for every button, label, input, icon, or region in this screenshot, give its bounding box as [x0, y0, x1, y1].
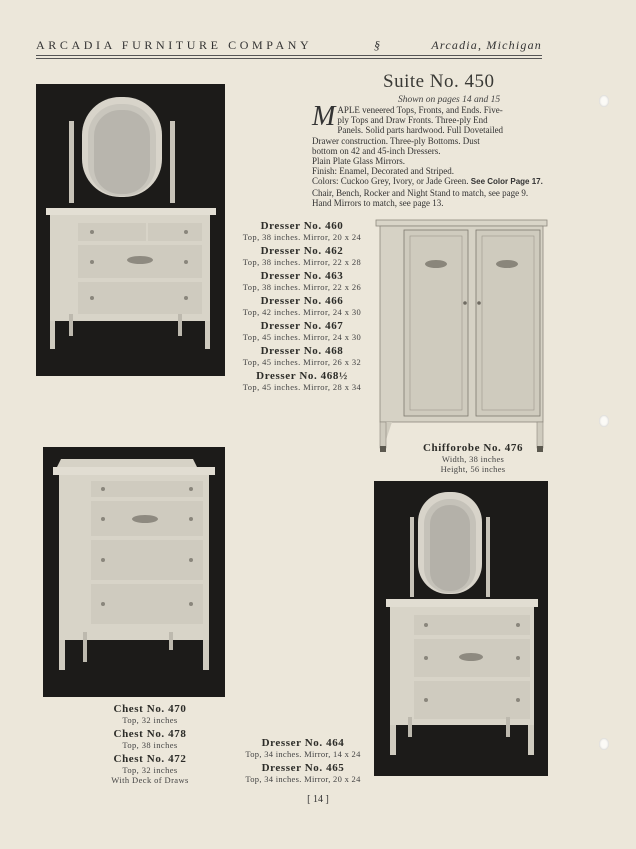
- description-line: bottom on 42 and 45-inch Dressers.: [312, 145, 441, 156]
- dresser-spec: Top, 42 inches. Mirror, 24 x 30: [242, 307, 362, 317]
- header-rule: [36, 55, 542, 56]
- list-item: [228, 737, 378, 759]
- chest-extra: With Deck of Draws: [111, 775, 189, 785]
- list-item: [80, 703, 220, 725]
- dresser-name: Dresser No. 464: [261, 737, 345, 749]
- suite-title: Suite No. 450: [383, 71, 495, 92]
- dresser-spec: Top, 45 inches. Mirror, 28 x 34: [242, 382, 362, 392]
- list-item: [80, 753, 220, 785]
- section-mark: §: [374, 38, 380, 52]
- chest-name: Chest No. 472: [113, 753, 187, 765]
- chifforobe-height: Height, 56 inches: [440, 464, 506, 474]
- page-header: [36, 38, 542, 56]
- chair-note: Chair, Bench, Rocker and Night Stand to match, see page 9.: [312, 187, 529, 198]
- binder-hole: [599, 738, 609, 750]
- chest-name: Chest No. 478: [113, 728, 187, 740]
- list-item: [80, 728, 220, 750]
- dresser-photo: [36, 84, 225, 376]
- dresser-spec: Top, 38 inches. Mirror, 22 x 28: [242, 257, 362, 267]
- list-item: [232, 245, 372, 267]
- suite-subtitle: Shown on pages 14 and 15: [398, 95, 501, 105]
- dresser-spec: Top, 38 inches. Mirror, 20 x 24: [242, 232, 362, 242]
- chest-spec: Top, 32 inches: [122, 715, 178, 725]
- list-item: [228, 762, 378, 784]
- chest-spec: Top, 38 inches: [122, 740, 178, 750]
- mirrors-note: Hand Mirrors to match, see page 13.: [312, 197, 444, 208]
- color-page-link: See Color Page 17.: [470, 177, 543, 187]
- dresser-spec: Top, 38 inches. Mirror, 22 x 26: [242, 282, 362, 292]
- company-name: ARCADIA FURNITURE COMPANY: [36, 38, 313, 52]
- description-line: APLE veneered Tops, Fronts, and Ends. Five-: [337, 105, 503, 115]
- colors-note: [312, 176, 544, 187]
- dresser-spec: Top, 45 inches. Mirror, 24 x 30: [242, 332, 362, 342]
- dresser-name: Dresser No. 468½: [256, 370, 348, 382]
- dresser-name: Dresser No. 465: [261, 762, 345, 774]
- dresser-name: Dresser No. 468: [260, 345, 344, 357]
- dresser-spec: Top, 34 inches. Mirror, 20 x 24: [245, 774, 361, 784]
- chifforobe-width: Width, 38 inches: [441, 454, 505, 464]
- glass-note: Plain Plate Glass Mirrors.: [312, 156, 405, 167]
- finish-note: Finish: Enamel, Decorated and Striped.: [312, 166, 454, 177]
- page-number: [ 14 ]: [307, 794, 329, 805]
- chifforobe-photo: [374, 218, 549, 456]
- dresser-spec: Top, 34 inches. Mirror, 14 x 24: [245, 749, 361, 759]
- description-line: ply Tops and Draw Fronts. Three-ply End: [337, 115, 488, 126]
- binder-hole: [599, 95, 609, 107]
- description-line: Drawer construction. Three-ply Bottoms. Dust: [312, 135, 480, 146]
- chifforobe-caption: [408, 442, 538, 474]
- description-line: Panels. Solid parts hardwood. Full Dovetailed: [337, 125, 504, 136]
- chest-name: Chest No. 470: [113, 703, 187, 715]
- colors-text: Colors: Cuckoo Grey, Ivory, or Jade Green.: [312, 176, 469, 187]
- dresser-spec: Top, 45 inches. Mirror, 26 x 32: [242, 357, 362, 367]
- chest-photo: [43, 447, 225, 697]
- header-rule-double: [36, 58, 542, 59]
- company-location: Arcadia, Michigan: [431, 38, 542, 52]
- binder-hole: [599, 415, 609, 427]
- chest-spec: Top, 32 inches: [122, 765, 178, 775]
- dresser-name: Dresser No. 462: [260, 245, 344, 257]
- list-item: [232, 345, 372, 367]
- suite-description: [312, 101, 544, 208]
- list-item: [232, 220, 372, 242]
- dresser-name: Dresser No. 463: [260, 270, 344, 282]
- dresser-name: Dresser No. 467: [260, 320, 344, 332]
- list-item: [232, 320, 372, 342]
- drop-cap: M: [312, 101, 336, 132]
- list-item: [232, 270, 372, 292]
- list-item: [232, 295, 372, 317]
- chest-list: [80, 703, 220, 788]
- dresser-name: Dresser No. 460: [260, 220, 344, 232]
- list-item: [232, 370, 372, 392]
- chifforobe-name: Chifforobe No. 476: [422, 442, 524, 454]
- small-dresser-list: [228, 737, 378, 787]
- dresser-name: Dresser No. 466: [260, 295, 344, 307]
- dresser-list: [232, 220, 372, 395]
- small-dresser-photo: [374, 481, 548, 776]
